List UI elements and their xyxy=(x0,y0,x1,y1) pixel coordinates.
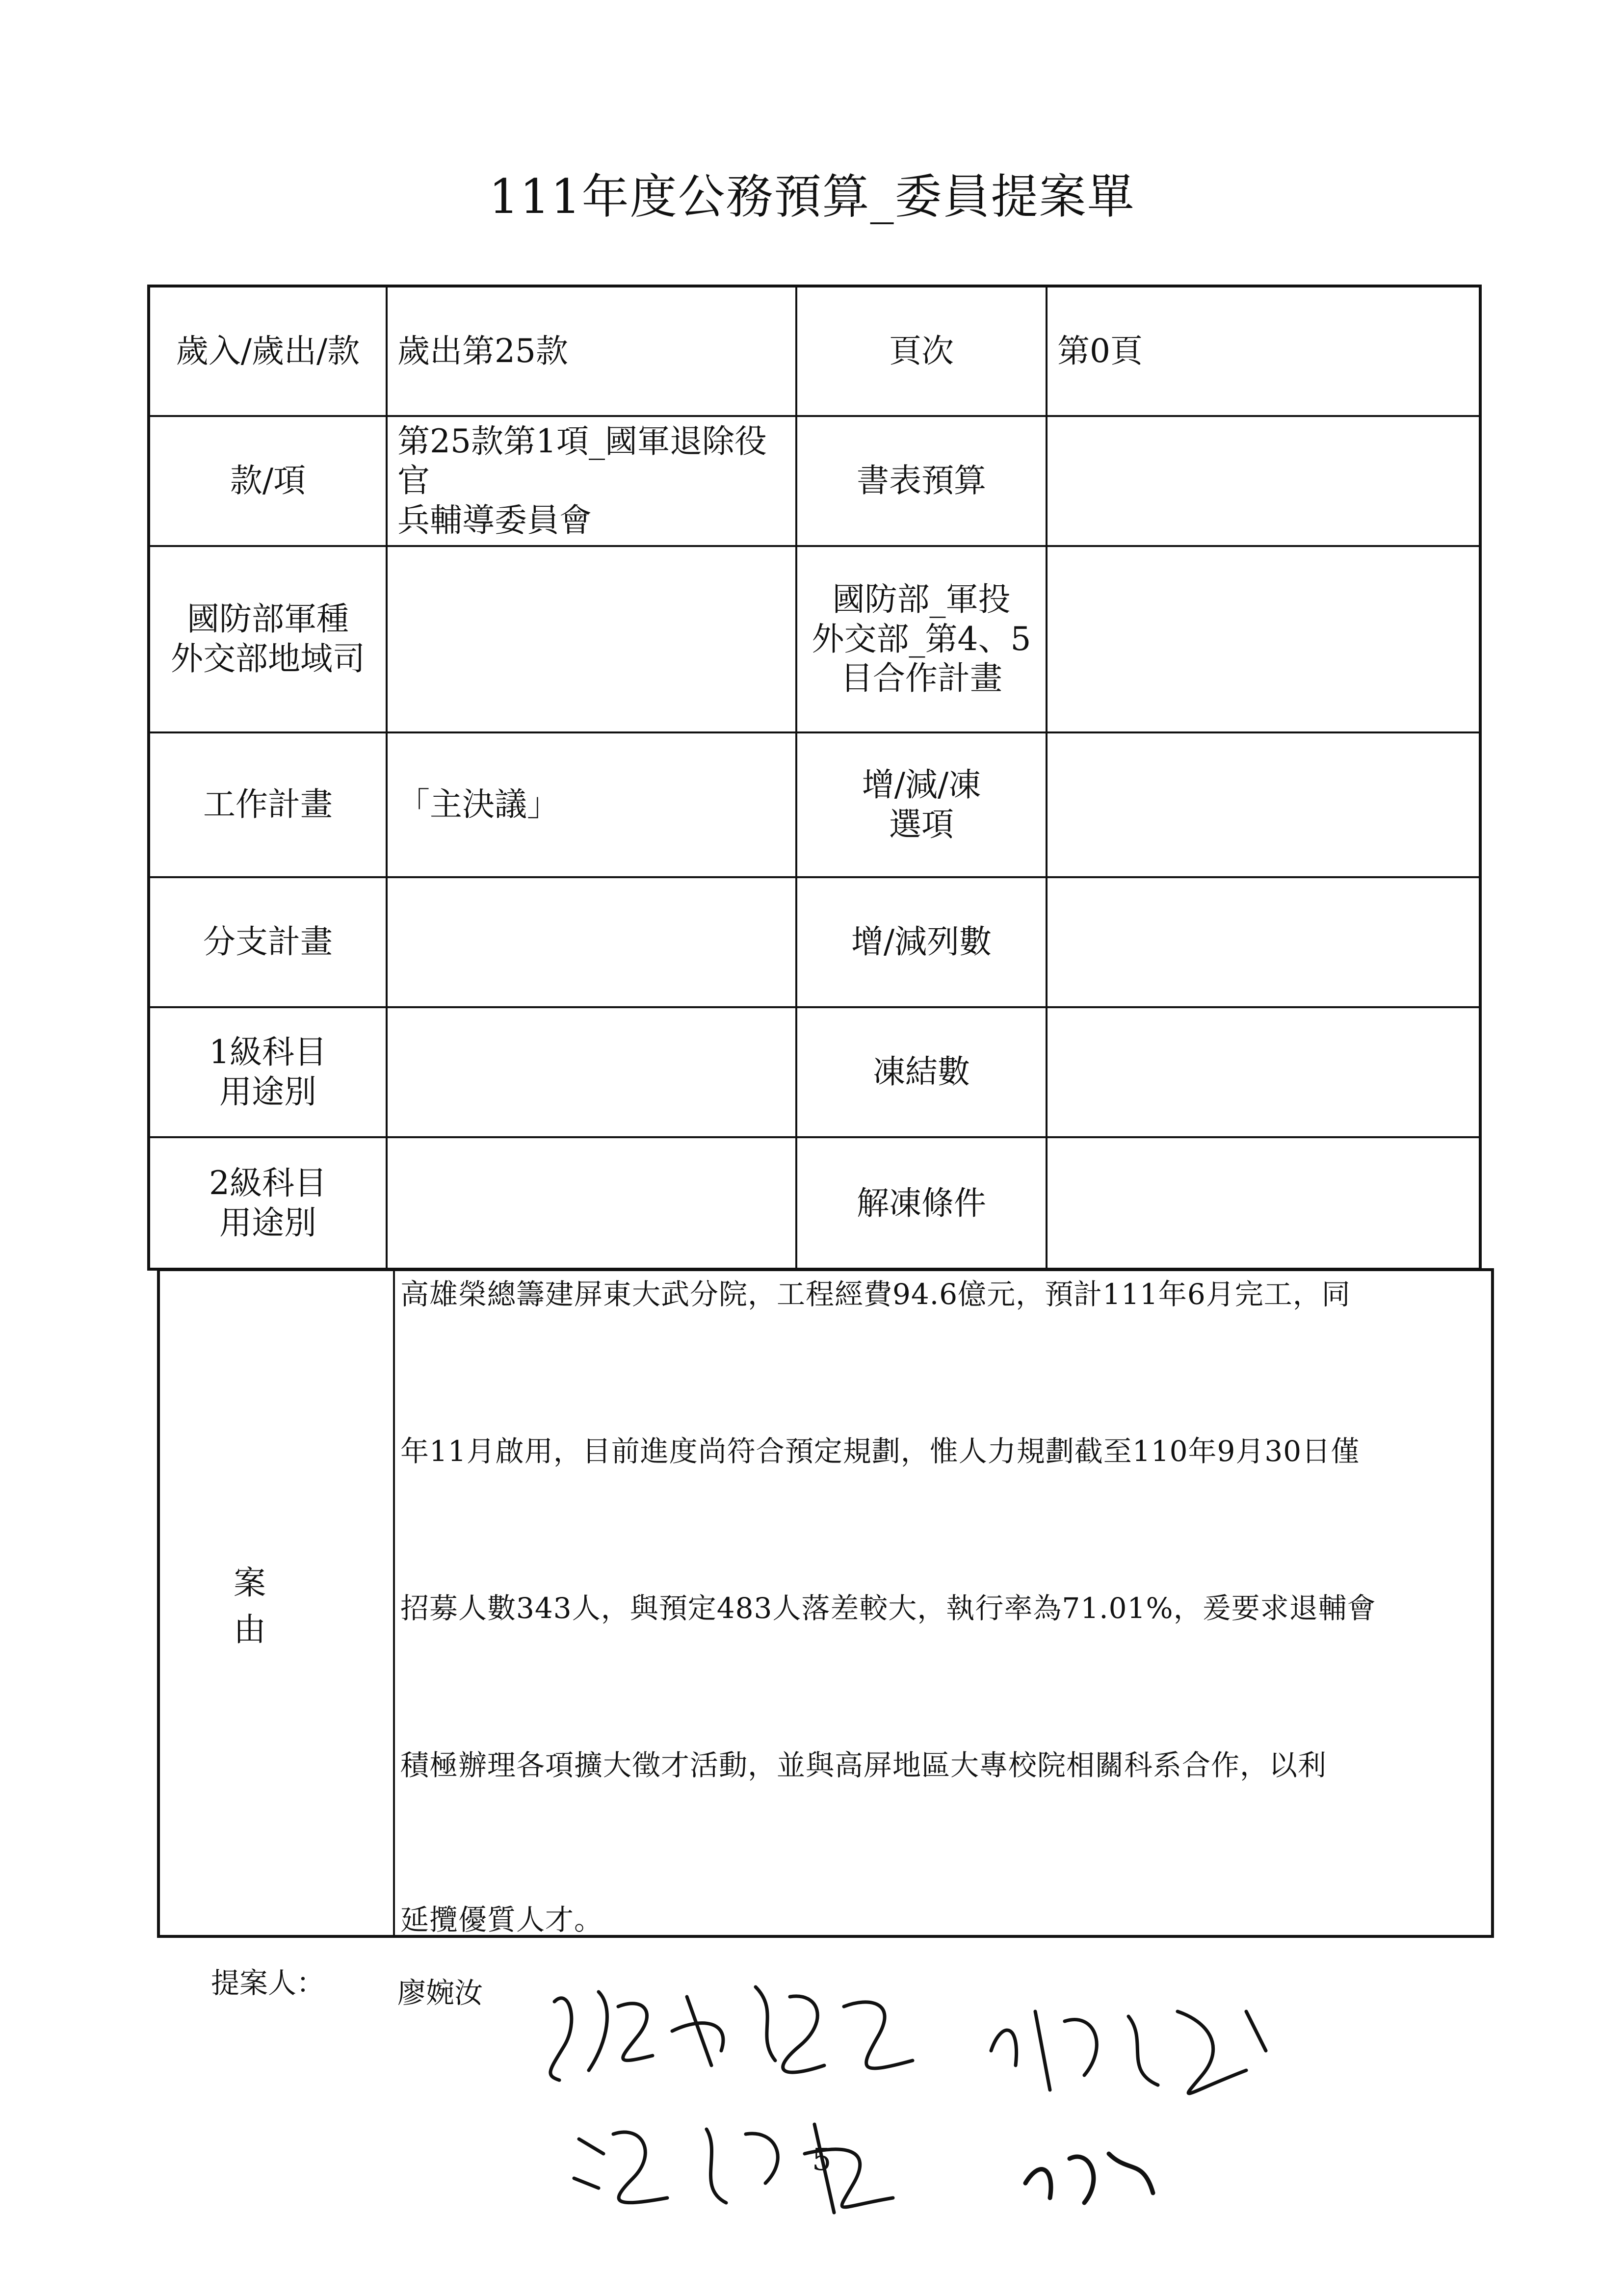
signature-wen xyxy=(559,2105,932,2222)
row-label-section: 款/項 xyxy=(230,462,306,500)
row-value-level2-subject xyxy=(388,1138,795,1269)
row-value-cooperation-plan xyxy=(1048,547,1480,731)
row-label-branch-plan: 分支計畫 xyxy=(203,923,333,961)
reason-line: 年11月啟用，目前進度尚符合預定規劃，惟人力規劃截至110年9月30日僅 xyxy=(400,1435,1360,1468)
row-label-work-plan: 工作計畫 xyxy=(203,785,333,824)
row-label-adjust-amount: 增/減列數 xyxy=(851,923,992,961)
reason-line: 延攬優質人才。 xyxy=(400,1903,603,1936)
signature-liao xyxy=(525,1967,937,2095)
row-value-category: 歲出第25款 xyxy=(397,332,568,370)
reason-label: 案由 xyxy=(234,1564,344,1648)
row-value-frozen-amount xyxy=(1048,1008,1480,1136)
row-label-level1-subject: 1級科目 用途別 xyxy=(209,1033,327,1111)
reason-line: 招募人數343人，與預定483人落差較大，執行率為71.01%，爰要求退輔會 xyxy=(400,1592,1376,1625)
proposer-name: 廖婉汝 xyxy=(397,1976,483,2009)
row-label-page: 頁次 xyxy=(889,332,954,370)
row-label-adjust-option: 增/減/凍 選項 xyxy=(862,765,981,843)
row-label-frozen-amount: 凍結數 xyxy=(873,1053,970,1091)
row-value-ministry-division xyxy=(388,547,795,731)
row-value-work-plan: 「主決議」 xyxy=(397,785,559,824)
row-label-budget-table: 書表預算 xyxy=(857,462,986,500)
proposer-label: 提案人： xyxy=(211,1966,325,2000)
reason-section xyxy=(157,1268,1494,1938)
row-label-category: 歲入/歲出/款 xyxy=(176,332,360,370)
row-label-unfreeze-condition: 解凍條件 xyxy=(857,1184,986,1222)
reason-line: 積極辦理各項擴大徵才活動，並與高屏地區大專校院相關科系合作，以利 xyxy=(400,1748,1327,1782)
row-value-page: 第0頁 xyxy=(1057,332,1143,370)
row-label-cooperation-plan: 國防部_軍投 外交部_第4、5 目合作計畫 xyxy=(812,580,1031,698)
signature-qiu xyxy=(971,1992,1285,2100)
proposal-form-table xyxy=(147,285,1482,1271)
row-value-section: 第25款第1項_國軍退除役官 兵輔導委員會 xyxy=(397,422,767,539)
row-label-ministry-division: 國防部軍種 外交部地域司 xyxy=(171,600,365,678)
row-value-adjust-amount xyxy=(1048,878,1480,1006)
signature-luo xyxy=(1011,2129,1168,2218)
page-number: 5 xyxy=(812,2141,832,2177)
row-label-level2-subject: 2級科目 用途別 xyxy=(209,1164,327,1242)
row-value-budget-table xyxy=(1048,417,1480,545)
reason-line: 高雄榮總籌建屏東大武分院，工程經費94.6億元，預計111年6月完工，同 xyxy=(400,1278,1351,1311)
row-value-unfreeze-condition xyxy=(1048,1138,1480,1269)
row-value-level1-subject xyxy=(388,1008,795,1136)
row-value-branch-plan xyxy=(388,878,795,1006)
document-title: 111年度公務預算_委員提案單 xyxy=(489,169,1135,224)
row-value-adjust-option xyxy=(1048,733,1480,876)
reason-divider xyxy=(393,1271,395,1935)
